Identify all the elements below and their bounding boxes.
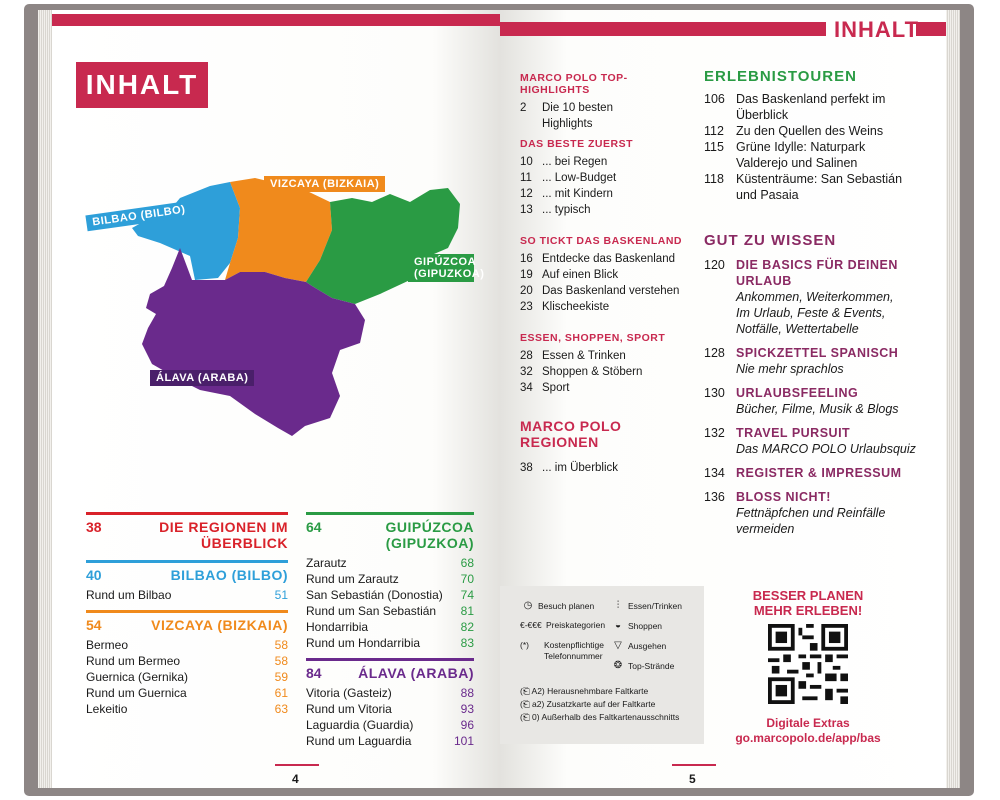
toc-row[interactable]: 16 Entdecke das Baskenland (520, 253, 675, 265)
regionen-section (520, 418, 696, 476)
page-number-left: 4 (292, 772, 299, 786)
right-header-inhalt: INHALT (834, 17, 920, 42)
toc-row[interactable]: 23 Klischeekiste (520, 301, 610, 313)
toc-row[interactable]: Hondarribia 82 (306, 620, 474, 634)
top-highlights-section (520, 72, 696, 132)
right-top-bar-end (916, 22, 946, 36)
page-edges-right (946, 10, 960, 788)
toc-item[interactable]: 132 TRAVEL PURSUIT Das MARCO POLO Urlaubsquiz (704, 426, 916, 456)
cocktail-glass-icon: ▽ (614, 640, 622, 651)
toc-row[interactable]: 32 Shoppen & Stöbern (520, 366, 643, 378)
promo-heading: BESSER PLANEN MEHR ERLEBEN! (752, 588, 864, 618)
toc-row[interactable]: 12 ... mit Kindern (520, 188, 613, 200)
so-tickt-title: SO TICKT DAS BASKENLAND (520, 235, 683, 247)
page-edges-left (38, 10, 52, 788)
map-label-vizcaya: VIZCAYA (BIZKAIA) (264, 176, 385, 192)
beste-zuerst-title: DAS BESTE ZUERST (520, 138, 634, 150)
toc-row[interactable]: Rund um Bilbao 51 (86, 588, 288, 602)
toc-row-continuation: Highlights (542, 118, 593, 130)
toc-row[interactable]: 34 Sport (520, 382, 570, 394)
price-symbol: €-€€€ (520, 620, 542, 630)
vizcaya-num[interactable]: 54 (86, 617, 102, 633)
alava-title[interactable]: ÁLAVA (ARABA) (358, 665, 474, 681)
erlebnistouren-section: ERLEBNISTOUREN 106 Das Baskenland perfekt im Überblick 112 Zu den Quellen des Weins 115 Grüne Idylle: Naturpark Valderejo und Salinen 118 Küstenträume: San Sebastián und Pasaia (704, 68, 930, 203)
qr-code[interactable] (768, 624, 848, 704)
alava-num[interactable]: 84 (306, 665, 322, 681)
guipuzcoa-block (306, 512, 474, 651)
toc-row[interactable]: Zarautz 68 (306, 556, 474, 570)
erlebnistouren-title: ERLEBNISTOUREN (704, 68, 857, 85)
map-label-alava: ÁLAVA (ARABA) (150, 370, 254, 386)
toc-row[interactable]: Rund um Vitoria 93 (306, 702, 474, 716)
toc-row[interactable]: Bermeo 58 (86, 638, 288, 652)
regions-overview-rule (86, 512, 288, 515)
toc-item[interactable]: 120 DIE BASICS FÜR DEINEN URLAUB Ankommen, Weiterkommen, Im Urlaub, Feste & Events, Notfälle, Wettertabelle (704, 258, 898, 336)
alava-block (306, 658, 474, 749)
regions-overview-title[interactable]: DIE REGIONEN IM ÜBERBLICK (159, 519, 288, 551)
toc-row[interactable]: 13 ... typisch (520, 204, 591, 216)
shopping-basket-icon: ◒ (614, 620, 622, 631)
inhalt-tag: INHALT (76, 62, 208, 108)
regions-overview-num[interactable]: 38 (86, 519, 102, 535)
toc-row[interactable]: Rund um Bermeo 58 (86, 654, 288, 668)
toc-row[interactable]: San Sebastián (Donostia) 74 (306, 588, 474, 602)
toc-row[interactable]: 115 Grüne Idylle: Naturpark (704, 140, 866, 154)
toc-row[interactable]: 118 Küstenträume: San Sebastián (704, 172, 903, 186)
bilbao-title[interactable]: BILBAO (BILBO) (170, 567, 288, 583)
right-top-bar (500, 22, 826, 36)
toc-row[interactable]: 28 Essen & Trinken (520, 350, 626, 362)
bilbao-num[interactable]: 40 (86, 567, 102, 583)
toc-row[interactable]: Rund um Hondarribia 83 (306, 636, 474, 650)
toc-item[interactable]: 130 URLAUBSFEELING Bücher, Filme, Musik & Blogs (704, 386, 899, 416)
toc-row[interactable]: Guernica (Gernika) 59 (86, 670, 288, 684)
toc-row[interactable]: 112 Zu den Quellen des Weins (704, 124, 884, 138)
bilbao-block (86, 560, 288, 603)
map-label-gipuzcoa: GIPÚZCOA (GIPUZKOA) (408, 254, 474, 282)
vizcaya-block (86, 610, 288, 717)
toc-row[interactable]: 11 ... Low-Budget (520, 172, 617, 184)
promo-link[interactable]: Digitale Extras go.marcopolo.de/app/bas (735, 716, 881, 745)
toc-row[interactable]: Laguardia (Guardia) 96 (306, 718, 474, 732)
top-highlights-title: MARCO POLO TOP-HIGHLIGHTS (520, 72, 628, 96)
toc-row[interactable]: Rund um Guernica 61 (86, 686, 288, 700)
essen-title: ESSEN, SHOPPEN, SPORT (520, 332, 666, 344)
legend-box: ◷ Besuch planen €-€€€ Preiskategorien (*) Kostenpflichtige Telefonnummer ⫶ Essen/Trinken ◒ Shoppen ▽ Ausgehen ❂ Top-Strände (⎗ A2) Herausnehmbare Faltkarte (⎗ a2) Zusatzkarte auf der Faltkarte (⎗ 0) Außerhalb des Faltkartenausschnitts (500, 586, 704, 744)
vizcaya-title[interactable]: VIZCAYA (BIZKAIA) (151, 617, 288, 633)
guipuzcoa-title[interactable]: GUIPÚZCOA (GIPUZKOA) (385, 519, 474, 551)
toc-row[interactable]: 10 ... bei Regen (520, 156, 608, 168)
toc-row[interactable]: Rund um San Sebastián 81 (306, 604, 474, 618)
page-number-rule (672, 764, 716, 766)
fork-knife-icon: ⫶ (616, 600, 620, 611)
toc-row[interactable]: Rund um Zarautz 70 (306, 572, 474, 586)
guipuzcoa-num[interactable]: 64 (306, 519, 322, 535)
star-symbol: (*) (520, 640, 529, 650)
palm-tree-icon: ❂ (613, 660, 623, 671)
toc-item[interactable]: 128 SPICKZETTEL SPANISCH Nie mehr sprachlos (704, 346, 899, 376)
toc-row[interactable]: Vitoria (Gasteiz) 88 (306, 686, 474, 700)
toc-item[interactable]: 136 BLOSS NICHT! Fettnäpfchen und Reinfälle vermeiden (704, 490, 886, 536)
beste-zuerst-section (520, 138, 696, 218)
toc-item[interactable]: 134 REGISTER & IMPRESSUM (704, 466, 902, 480)
toc-row[interactable]: Lekeitio 63 (86, 702, 288, 716)
page-number-rule (275, 764, 319, 766)
regions-overview-block (86, 512, 288, 555)
toc-row[interactable]: 20 Das Baskenland verstehen (520, 285, 680, 297)
toc-row[interactable]: 19 Auf einen Blick (520, 269, 619, 281)
left-top-bar (52, 14, 500, 26)
toc-row[interactable]: Rund um Laguardia 101 (306, 734, 474, 748)
toc-row[interactable]: 38 ... im Überblick (520, 462, 619, 474)
clock-icon: ◷ (523, 600, 533, 611)
page-number-right: 5 (689, 772, 696, 786)
gut-zu-wissen-title: GUT ZU WISSEN (704, 232, 837, 249)
so-tickt-section (520, 235, 696, 315)
toc-row[interactable]: 106 Das Baskenland perfekt im (704, 92, 886, 106)
essen-section (520, 332, 696, 396)
regionen-title: MARCO POLO REGIONEN (520, 418, 622, 450)
map-label-bilbao: BILBAO (BILBO) (85, 201, 192, 232)
gut-zu-wissen-section (704, 232, 930, 545)
toc-row[interactable]: 2 Die 10 besten (520, 102, 613, 114)
